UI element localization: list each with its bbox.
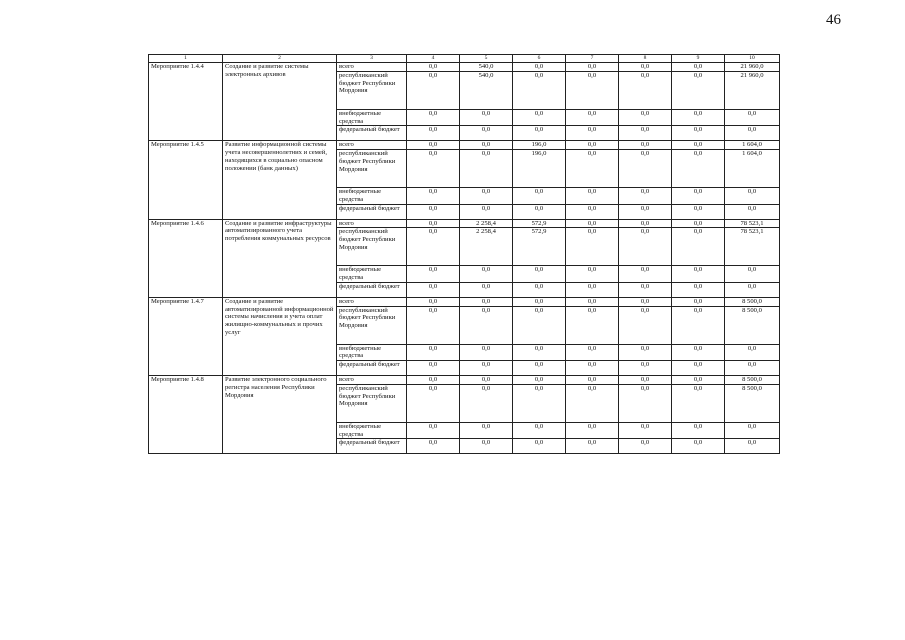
amount-cell: 1 604,0: [725, 141, 780, 150]
column-number-header: 5: [460, 55, 513, 63]
amount-cell: 0,0: [619, 376, 672, 385]
amount-cell: 21 960,0: [725, 71, 780, 109]
amount-cell: 0,0: [619, 306, 672, 344]
amount-cell: 0,0: [672, 344, 725, 361]
amount-cell: 0,0: [460, 126, 513, 141]
table-row: [149, 141, 780, 150]
column-number-header: 4: [407, 55, 460, 63]
amount-cell: 0,0: [619, 126, 672, 141]
amount-cell: 0,0: [619, 219, 672, 228]
column-number-header: 7: [566, 55, 619, 63]
amount-cell: 78 523,1: [725, 228, 780, 266]
amount-cell: 0,0: [672, 150, 725, 188]
funding-source: всего: [337, 297, 407, 306]
column-number-header: 8: [619, 55, 672, 63]
amount-cell: 0,0: [725, 188, 780, 205]
amount-cell: 0,0: [619, 344, 672, 361]
amount-cell: 0,0: [407, 63, 460, 72]
amount-cell: 0,0: [672, 204, 725, 219]
amount-cell: 1 604,0: [725, 150, 780, 188]
funding-source: федеральный бюджет: [337, 282, 407, 297]
amount-cell: 0,0: [513, 344, 566, 361]
amount-cell: 0,0: [407, 150, 460, 188]
funding-source: внебюджетные средства: [337, 109, 407, 126]
amount-cell: 0,0: [672, 422, 725, 439]
measure-code: Мероприятие 1.4.8: [149, 376, 223, 454]
amount-cell: 21 960,0: [725, 63, 780, 72]
amount-cell: 0,0: [407, 219, 460, 228]
funding-source: внебюджетные средства: [337, 344, 407, 361]
budget-table-body: [149, 55, 780, 454]
amount-cell: 0,0: [619, 204, 672, 219]
amount-cell: 0,0: [566, 219, 619, 228]
amount-cell: 0,0: [460, 109, 513, 126]
amount-cell: 0,0: [566, 266, 619, 283]
amount-cell: 0,0: [513, 422, 566, 439]
amount-cell: 0,0: [407, 188, 460, 205]
column-number-header: 6: [513, 55, 566, 63]
amount-cell: 78 523,1: [725, 219, 780, 228]
amount-cell: 0,0: [460, 376, 513, 385]
amount-cell: 0,0: [407, 141, 460, 150]
column-number-header: 10: [725, 55, 780, 63]
column-number-header: 9: [672, 55, 725, 63]
measure-name: Создание и развитие автоматизированной информационной системы начисления и учета оплат жилищно-коммунальных и прочих услуг: [223, 297, 337, 375]
amount-cell: 0,0: [619, 282, 672, 297]
amount-cell: 0,0: [672, 282, 725, 297]
amount-cell: 0,0: [407, 71, 460, 109]
column-number-row: [149, 55, 780, 63]
amount-cell: 0,0: [725, 422, 780, 439]
amount-cell: 0,0: [407, 361, 460, 376]
amount-cell: 0,0: [460, 150, 513, 188]
amount-cell: 0,0: [407, 422, 460, 439]
table-row: [149, 63, 780, 72]
amount-cell: 0,0: [407, 439, 460, 454]
amount-cell: 8 500,0: [725, 384, 780, 422]
amount-cell: 196,0: [513, 141, 566, 150]
amount-cell: 0,0: [672, 141, 725, 150]
amount-cell: 0,0: [407, 306, 460, 344]
measure-code: Мероприятие 1.4.5: [149, 141, 223, 219]
table-row: [149, 219, 780, 228]
amount-cell: 0,0: [407, 384, 460, 422]
amount-cell: 2 258,4: [460, 219, 513, 228]
amount-cell: 0,0: [672, 219, 725, 228]
funding-source: федеральный бюджет: [337, 126, 407, 141]
amount-cell: 0,0: [460, 297, 513, 306]
amount-cell: 196,0: [513, 150, 566, 188]
amount-cell: 0,0: [407, 126, 460, 141]
amount-cell: 0,0: [407, 266, 460, 283]
measure-code: Мероприятие 1.4.7: [149, 297, 223, 375]
amount-cell: 2 258,4: [460, 228, 513, 266]
amount-cell: 0,0: [407, 344, 460, 361]
amount-cell: 0,0: [566, 150, 619, 188]
column-number-header: 1: [149, 55, 223, 63]
funding-source: республиканский бюджет Республики Мордовия: [337, 306, 407, 344]
amount-cell: 0,0: [566, 282, 619, 297]
amount-cell: 0,0: [407, 297, 460, 306]
amount-cell: 0,0: [513, 282, 566, 297]
amount-cell: 0,0: [619, 71, 672, 109]
amount-cell: 0,0: [460, 361, 513, 376]
amount-cell: 0,0: [619, 297, 672, 306]
amount-cell: 0,0: [672, 71, 725, 109]
funding-source: всего: [337, 141, 407, 150]
amount-cell: 0,0: [460, 282, 513, 297]
measure-name: Создание и развитие системы электронных архивов: [223, 63, 337, 141]
amount-cell: 0,0: [619, 266, 672, 283]
funding-source: всего: [337, 376, 407, 385]
amount-cell: 0,0: [725, 126, 780, 141]
amount-cell: 0,0: [513, 384, 566, 422]
measure-name: Развитие информационной системы учета несовершеннолетних и семей, находящихся в социально опасном положении (банк данных): [223, 141, 337, 219]
amount-cell: 0,0: [566, 126, 619, 141]
amount-cell: 0,0: [672, 109, 725, 126]
measure-code: Мероприятие 1.4.6: [149, 219, 223, 297]
amount-cell: 0,0: [566, 439, 619, 454]
amount-cell: 0,0: [619, 422, 672, 439]
amount-cell: 0,0: [566, 71, 619, 109]
page-number: 46: [826, 12, 841, 28]
amount-cell: 0,0: [672, 188, 725, 205]
amount-cell: 0,0: [460, 188, 513, 205]
amount-cell: 0,0: [672, 439, 725, 454]
amount-cell: 0,0: [513, 297, 566, 306]
amount-cell: 0,0: [566, 422, 619, 439]
amount-cell: 0,0: [619, 141, 672, 150]
amount-cell: 0,0: [672, 126, 725, 141]
funding-source: внебюджетные средства: [337, 422, 407, 439]
amount-cell: 0,0: [566, 297, 619, 306]
amount-cell: 0,0: [725, 361, 780, 376]
amount-cell: 0,0: [513, 126, 566, 141]
amount-cell: 0,0: [619, 188, 672, 205]
table-row: [149, 376, 780, 385]
amount-cell: 0,0: [407, 109, 460, 126]
amount-cell: 0,0: [672, 228, 725, 266]
amount-cell: 0,0: [460, 204, 513, 219]
amount-cell: 0,0: [725, 204, 780, 219]
amount-cell: 0,0: [407, 228, 460, 266]
amount-cell: 0,0: [619, 63, 672, 72]
amount-cell: 0,0: [513, 361, 566, 376]
amount-cell: 0,0: [566, 344, 619, 361]
amount-cell: 0,0: [460, 141, 513, 150]
amount-cell: 0,0: [513, 188, 566, 205]
funding-source: федеральный бюджет: [337, 204, 407, 219]
amount-cell: 0,0: [619, 384, 672, 422]
amount-cell: 0,0: [672, 266, 725, 283]
amount-cell: 0,0: [460, 439, 513, 454]
amount-cell: 0,0: [566, 188, 619, 205]
column-number-header: 2: [223, 55, 337, 63]
amount-cell: 0,0: [672, 384, 725, 422]
amount-cell: 0,0: [566, 384, 619, 422]
amount-cell: 0,0: [725, 266, 780, 283]
funding-source: республиканский бюджет Республики Мордовия: [337, 71, 407, 109]
amount-cell: 0,0: [513, 439, 566, 454]
amount-cell: 0,0: [566, 63, 619, 72]
amount-cell: 0,0: [725, 344, 780, 361]
amount-cell: 540,0: [460, 71, 513, 109]
funding-source: внебюджетные средства: [337, 266, 407, 283]
amount-cell: 0,0: [460, 266, 513, 283]
amount-cell: 0,0: [513, 376, 566, 385]
funding-source: республиканский бюджет Республики Мордовия: [337, 150, 407, 188]
amount-cell: 0,0: [513, 204, 566, 219]
amount-cell: 0,0: [513, 266, 566, 283]
amount-cell: 0,0: [619, 109, 672, 126]
amount-cell: 0,0: [513, 306, 566, 344]
amount-cell: 0,0: [460, 344, 513, 361]
budget-table: [148, 54, 780, 454]
funding-source: всего: [337, 63, 407, 72]
amount-cell: 8 500,0: [725, 306, 780, 344]
amount-cell: 0,0: [566, 228, 619, 266]
amount-cell: 0,0: [725, 439, 780, 454]
amount-cell: 0,0: [672, 376, 725, 385]
amount-cell: 0,0: [513, 71, 566, 109]
amount-cell: 0,0: [672, 63, 725, 72]
amount-cell: 0,0: [460, 422, 513, 439]
table-row: [149, 297, 780, 306]
measure-name: Развитие электронного социального регистра населения Республики Мордовия: [223, 376, 337, 454]
amount-cell: 0,0: [460, 306, 513, 344]
amount-cell: 0,0: [407, 282, 460, 297]
column-number-header: 3: [337, 55, 407, 63]
amount-cell: 0,0: [460, 384, 513, 422]
amount-cell: 0,0: [513, 109, 566, 126]
funding-source: внебюджетные средства: [337, 188, 407, 205]
measure-code: Мероприятие 1.4.4: [149, 63, 223, 141]
funding-source: федеральный бюджет: [337, 361, 407, 376]
amount-cell: 8 500,0: [725, 297, 780, 306]
amount-cell: 0,0: [566, 361, 619, 376]
amount-cell: 0,0: [672, 297, 725, 306]
measure-name: Создание и развитие инфраструктуры автоматизированного учета потребления коммунальных ресурсов: [223, 219, 337, 297]
amount-cell: 0,0: [566, 376, 619, 385]
funding-source: республиканский бюджет Республики Мордовия: [337, 228, 407, 266]
amount-cell: 0,0: [619, 439, 672, 454]
amount-cell: 0,0: [672, 361, 725, 376]
amount-cell: 0,0: [725, 282, 780, 297]
amount-cell: 0,0: [566, 109, 619, 126]
funding-source: республиканский бюджет Республики Мордовия: [337, 384, 407, 422]
amount-cell: 8 500,0: [725, 376, 780, 385]
amount-cell: 0,0: [566, 306, 619, 344]
amount-cell: 0,0: [619, 228, 672, 266]
amount-cell: 0,0: [672, 306, 725, 344]
amount-cell: 0,0: [566, 141, 619, 150]
funding-source: федеральный бюджет: [337, 439, 407, 454]
amount-cell: 0,0: [513, 63, 566, 72]
amount-cell: 0,0: [407, 204, 460, 219]
amount-cell: 0,0: [566, 204, 619, 219]
amount-cell: 540,0: [460, 63, 513, 72]
amount-cell: 0,0: [725, 109, 780, 126]
amount-cell: 0,0: [619, 150, 672, 188]
amount-cell: 572,9: [513, 228, 566, 266]
amount-cell: 0,0: [619, 361, 672, 376]
funding-source: всего: [337, 219, 407, 228]
amount-cell: 0,0: [407, 376, 460, 385]
amount-cell: 572,9: [513, 219, 566, 228]
